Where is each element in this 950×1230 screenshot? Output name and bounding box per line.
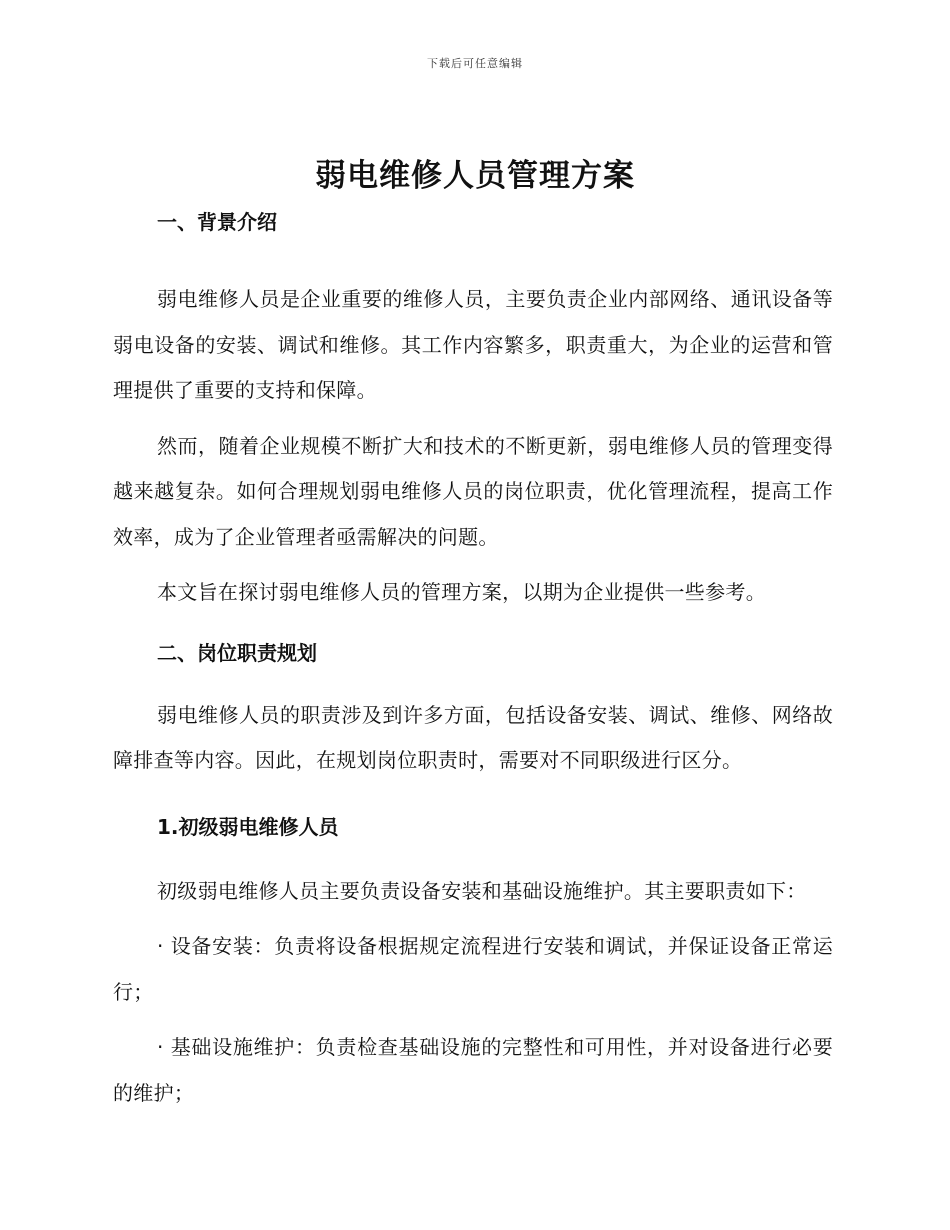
header-note: 下载后可任意编辑 bbox=[427, 57, 523, 70]
section-heading-junior: 1.初级弱电维修人员 bbox=[157, 814, 339, 839]
section-heading-duties: 二、岗位职责规划 bbox=[157, 640, 317, 665]
bullet-item: · 设备安装：负责将设备根据规定流程进行安装和调试，并保证设备正常运行； bbox=[113, 934, 833, 1004]
document-body bbox=[113, 206, 833, 1116]
paragraph: 本文旨在探讨弱电维修人员的管理方案，以期为企业提供一些参考。 bbox=[157, 580, 766, 604]
paragraph: 弱电维修人员是企业重要的维修人员，主要负责企业内部网络、通讯设备等弱电设备的安装、调试和维修。其工作内容繁多，职责重大，为企业的运营和管理提供了重要的支持和保障。 bbox=[113, 287, 833, 402]
paragraph: 然而，随着企业规模不断扩大和技术的不断更新，弱电维修人员的管理变得越来越复杂。如何合理规划弱电维修人员的岗位职责，优化管理流程，提高工作效率，成为了企业管理者亟需解决的问题。 bbox=[113, 433, 833, 549]
document-title: 弱电维修人员管理方案 bbox=[315, 158, 635, 194]
section-heading-background: 一、背景介绍 bbox=[157, 210, 277, 234]
paragraph: 弱电维修人员的职责涉及到许多方面，包括设备安装、调试、维修、网络故障排查等内容。因此，在规划岗位职责时，需要对不同职级进行区分。 bbox=[113, 702, 833, 772]
paragraph: 初级弱电维修人员主要负责设备安装和基础设施维护。其主要职责如下： bbox=[157, 878, 807, 903]
bullet-item: · 基础设施维护：负责检查基础设施的完整性和可用性，并对设备进行必要的维护； bbox=[113, 1035, 833, 1105]
